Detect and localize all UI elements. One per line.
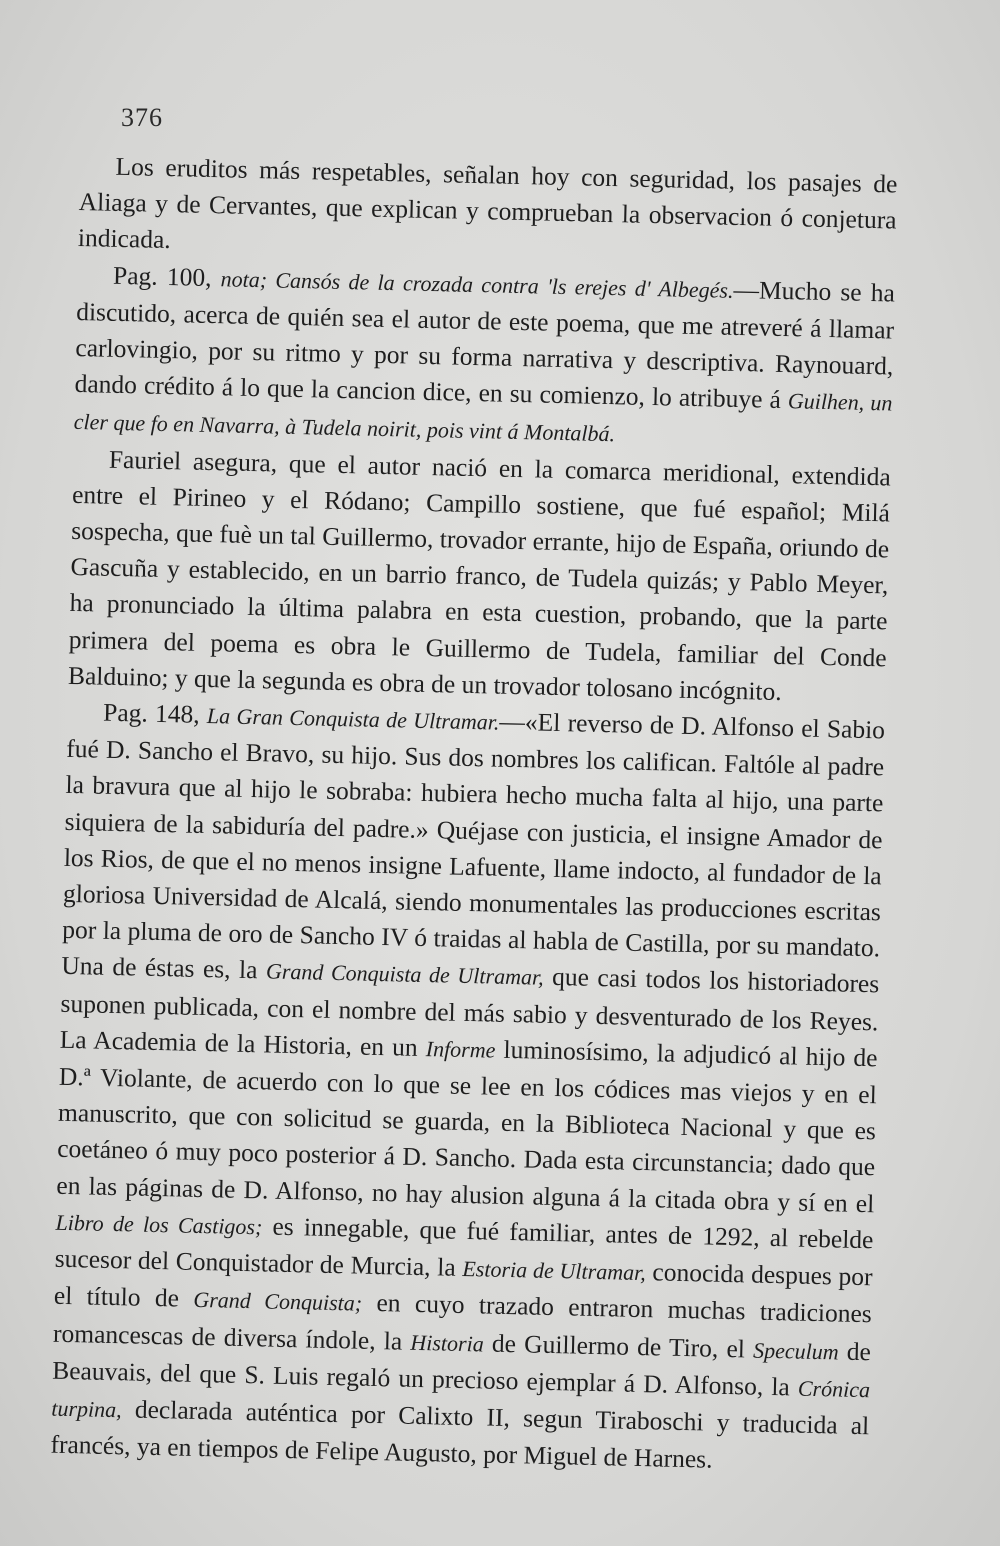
italic-text-segment: Historia	[410, 1329, 485, 1356]
paragraph	[68, 441, 892, 713]
italic-text-segment: La Gran Conquista de Ultramar.	[206, 703, 500, 735]
paragraph	[73, 257, 895, 460]
italic-text-segment: Grand Conquista de Ultramar,	[265, 958, 544, 991]
text-segment: es innegable, que fué familiar, antes de 1292, al rebelde sucesor del Conquistador de Murcia, la	[54, 1211, 874, 1283]
italic-text-segment: Grand Conquista;	[193, 1287, 363, 1316]
italic-text-segment: Guilhen, un cler que fo en Navarra, à Tudela noirit, pois vint á Montalbá.	[73, 388, 893, 447]
text-segment: de Guillermo de Tiro, el	[483, 1327, 754, 1364]
text-segment: Los eruditos más respetables, señalan hoy con seguridad, los pasajes de Aliaga y de Cervantes, que explican y comprueban la observacion ó conjetura indicada.	[77, 151, 898, 255]
text-segment: Pag. 148,	[102, 697, 208, 730]
italic-text-segment: Informe	[425, 1035, 496, 1063]
text-segment: en cuyo trazado entraron muchas tradiciones romancescas de diversa índole, la	[52, 1287, 873, 1356]
paragraph	[50, 694, 885, 1482]
text-segment: conocida despues por el título de	[53, 1257, 873, 1314]
italic-text-segment: Speculum	[752, 1337, 839, 1365]
text-segment: de Beauvais, del que S. Luis regaló un precioso ejemplar á D. Alfonso, la	[51, 1336, 872, 1402]
text-segment: —«El reverso de D. Alfonso el Sabio fué D. Sancho el Bravo, su hijo. Sus dos nombres los califican. Faltóle al padre la bravura que al hijo le sobraba: hubiera hecho mucha falta al hijo, una parte siquiera de la sabiduría del padre.» Quéjase con justicia, el insigne Amador de los Rios, de que el no menos insigne Lafuente, llame indocto, al fundador de la gloriosa Universidad de Alcalá, siendo monumentales las producciones escritas por la pluma de oro de Sancho IV ó traidas al habla de Castilla, por su mandato. Una de éstas es, la	[61, 706, 886, 985]
text-segment: —Mucho se ha discutido, acerca de quién sea el autor de este poema, que me atreveré á llamar carlovingio, por su ritmo y por su forma narrativa y descriptiva. Raynouard, dando crédito á lo que la cancion dice, en su comienzo, lo atribuye á	[74, 274, 896, 415]
text-segment: declarada auténtica por Calixto II, segun Tiraboschi y traducida al francés, ya en tiempos de Felipe Augusto, por Miguel de Harnes.	[50, 1394, 870, 1474]
text-segment: Pag. 100,	[112, 260, 222, 292]
italic-text-segment: Libro de los Castigos;	[55, 1209, 263, 1240]
page-number: 376	[121, 103, 163, 132]
body-text	[50, 148, 898, 1482]
italic-text-segment: nota; Cansós de la crozada contra 'ls erejes d' Albegés.	[220, 265, 734, 303]
text-segment: luminosísimo, la adjudicó al hijo de D.ª Violante, de acuerdo con lo que se lee en los códices mas viejos y en el manuscrito, que con solicitud se guarda, en la Biblioteca Nacional y que es coetáneo ó muy poco posterior á D. Sancho. Dada esta circunstancia; dado que en las páginas de D. Alfonso, no hay alusion alguna á la citada obra y sí en el	[56, 1034, 878, 1218]
italic-text-segment: Estoria de Ultramar,	[462, 1256, 647, 1286]
text-segment: Fauriel asegura, que el autor nació en la comarca meridional, extendida entre el Pirineo y el Ródano; Campillo sostiene, que fué español; Milá sospecha, que fuè un tal Guillermo, trovador errante, hijo de España, oriundo de Gascuña y establecido, en un barrio franco, de Tudela quizás; y Pablo Meyer, ha pronunciado la última palabra en esta cuestion, probando, que la parte primera del poema es obra le Guillermo de Tudela, familiar del Conde Balduino; y que la segunda es obra de un trovador tolosano incógnito.	[67, 444, 892, 706]
italic-text-segment: Crónica turpina,	[51, 1375, 871, 1423]
paragraph	[78, 148, 898, 275]
text-segment: que casi todos los historiadores suponen publicada, con el nombre del más sabio y desventurado de los Reyes. La Academia de la Historia, en un	[59, 962, 880, 1062]
